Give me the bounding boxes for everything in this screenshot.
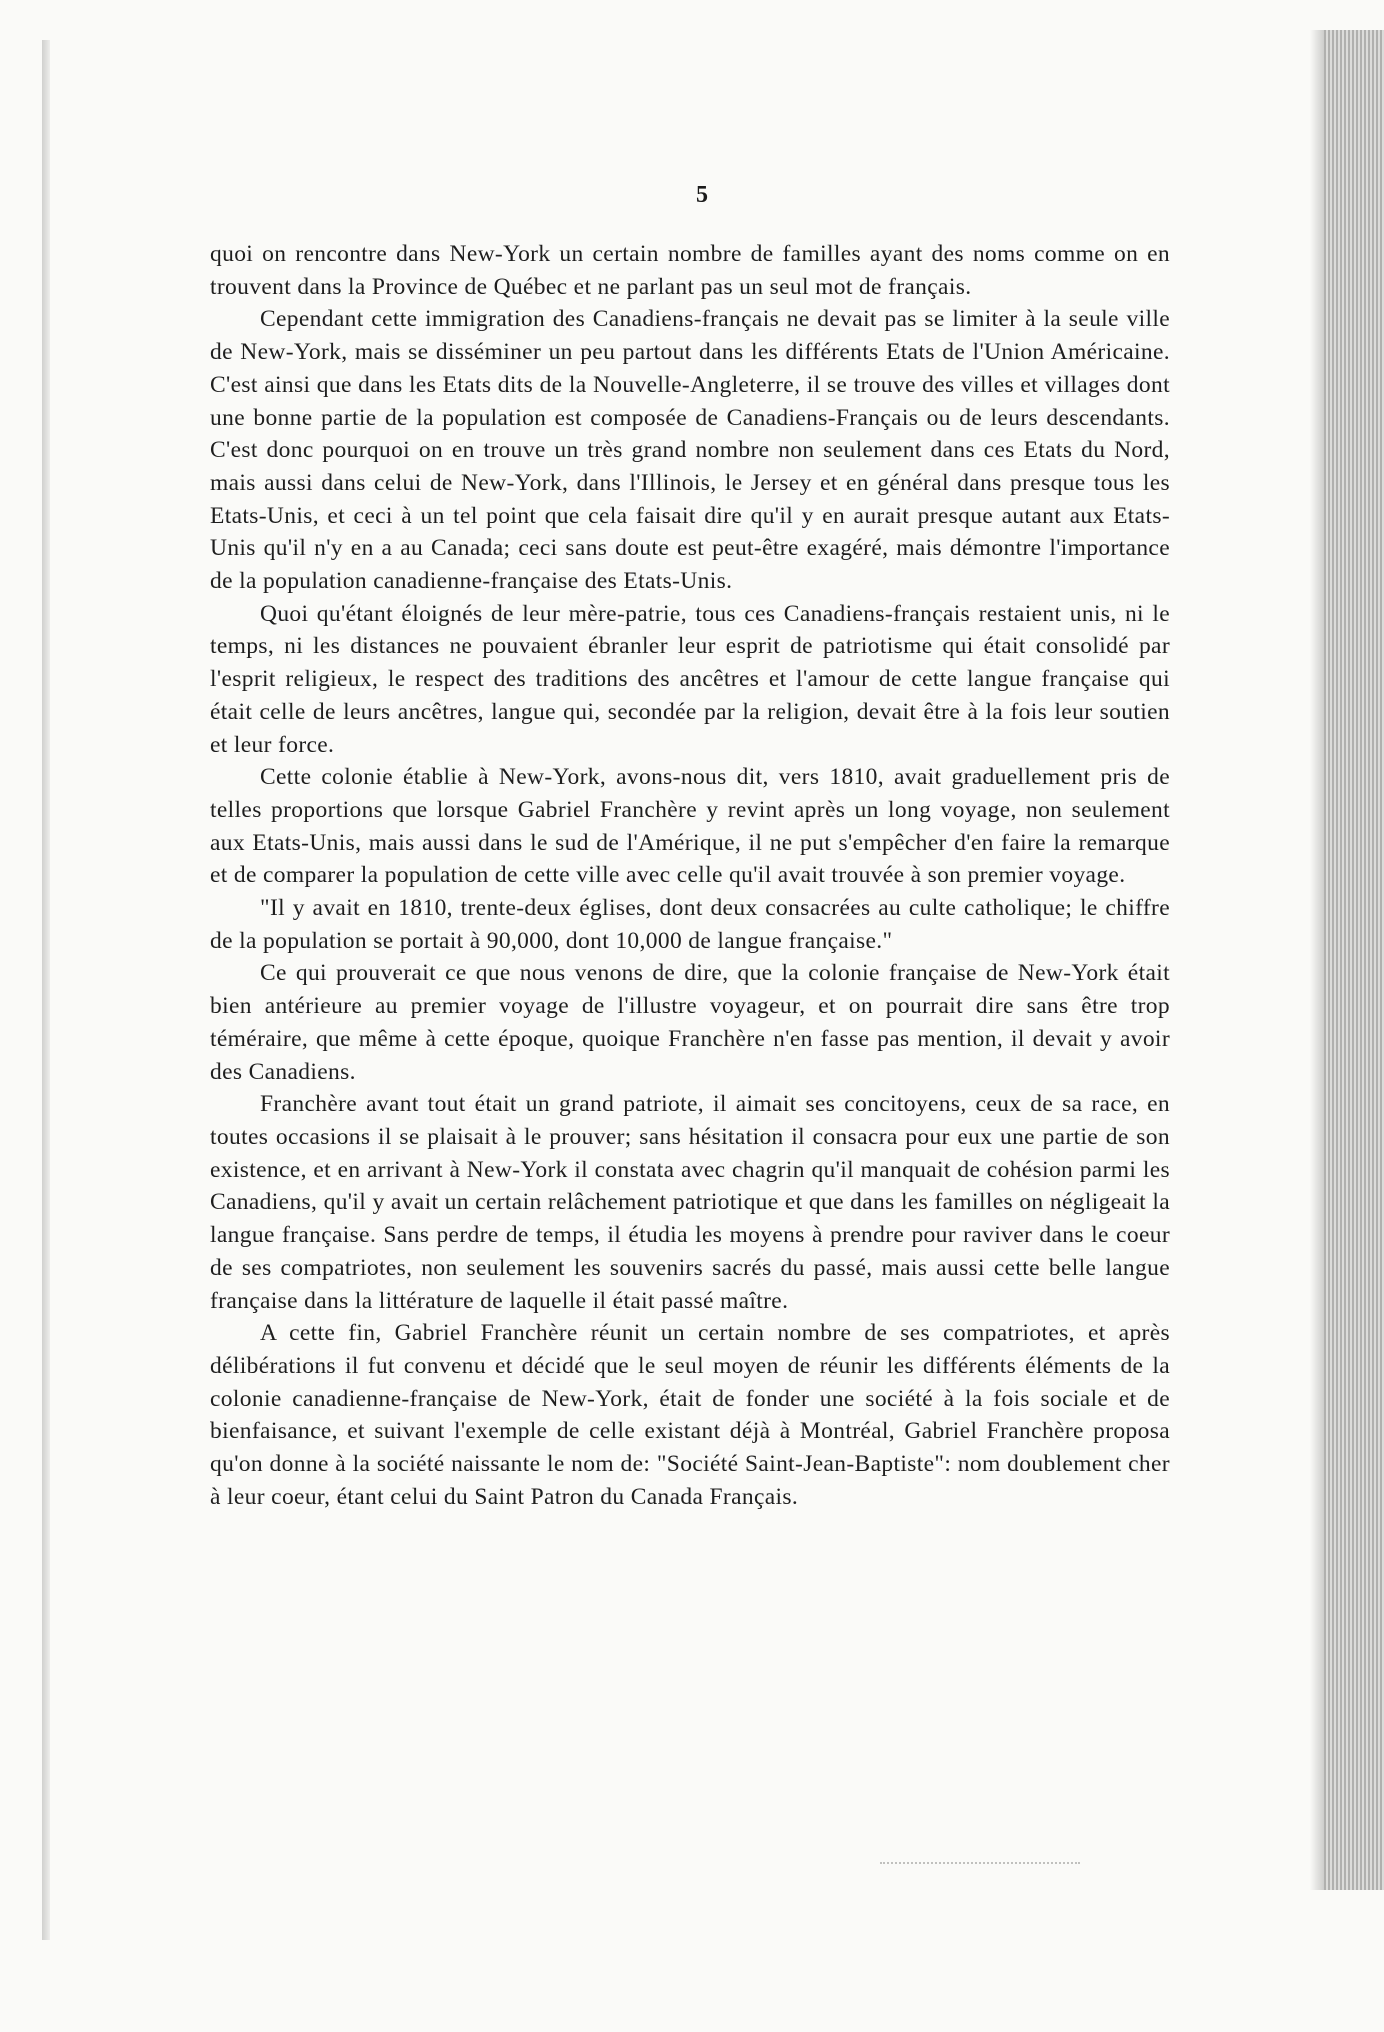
page-edge-shadow (1310, 30, 1324, 1890)
body-text (210, 238, 1170, 1513)
page-stack-edge (1324, 30, 1384, 1890)
paragraph-3: Quoi qu'étant éloignés de leur mère-patrie, tous ces Canadiens-français restaient unis, ni le temps, ni les distances ne pouvaient ébranler leur esprit de patriotisme qui était consolidé par l'esprit religieux, le respect des traditions des ancêtres et l'amour de cette langue française qui était celle de leurs ancêtres, langue qui, secondée par la religion, devait être à la fois leur soutien et leur force. (210, 600, 1170, 758)
paragraph-7: Franchère avant tout était un grand patriote, il aimait ses concitoyens, ceux de sa race, en toutes occasions il se plaisait à le prouver; sans hésitation il consacra pour eux une partie de son existence, et en arrivant à New-York il constata avec chagrin qu'il manquait de cohésion parmi les Canadiens, qu'il y avait un certain relâchement patriotique et que dans les familles on négligeait la langue française. Sans perdre de temps, il étudia les moyens à prendre pour raviver dans le coeur de ses compatriotes, non seulement les souvenirs sacrés du passé, mais aussi cette belle langue française dans la littérature de laquelle il était passé maître. (210, 1091, 1170, 1314)
paragraph-1: quoi on rencontre dans New-York un certain nombre de familles ayant des noms comme on en trouvent dans la Province de Québec et ne parlant pas un seul mot de français. (210, 241, 1170, 300)
binding-edge (42, 40, 50, 1940)
paragraph-6: Ce qui prouverait ce que nous venons de dire, que la colonie française de New-York était bien antérieure au premier voyage de l'illustre voyageur, et on pourrait dire sans être trop téméraire, que même à cette époque, quoique Franchère n'en fasse pas mention, il devait y avoir des Canadiens. (210, 960, 1170, 1085)
paragraph-2: Cependant cette immigration des Canadiens-français ne devait pas se limiter à la seule ville de New-York, mais se disséminer un peu partout dans les différents Etats de l'Union Américaine. C'est ainsi que dans les Etats dits de la Nouvelle-Angleterre, il se trouve des villes et villages dont une bonne partie de la population est composée de Canadiens-Français ou de leurs descendants. C'est donc pourquoi on en trouve un très grand nombre non seulement dans ces Etats du Nord, mais aussi dans celui de New-York, dans l'Illinois, le Jersey et en général dans presque tous les Etats-Unis, et ceci à un tel point que cela faisait dire qu'il y en aurait presque autant aux Etats-Unis qu'il n'y en a au Canada; ceci sans doute est peut-être exagéré, mais démontre l'importance de la population canadienne-française des Etats-Unis. (210, 306, 1170, 595)
scan-artifact-marks (880, 1862, 1080, 1870)
quotation-paragraph: "Il y avait en 1810, trente-deux églises, dont deux consacrées au culte catholique; le chiffre de la population se portait à 90,000, dont 10,000 de langue française." (210, 895, 1170, 954)
page-number: 5 (696, 182, 708, 208)
paragraph-8: A cette fin, Gabriel Franchère réunit un certain nombre de ses compatriotes, et après délibérations il fut convenu et décidé que le seul moyen de réunir les différents éléments de la colonie canadienne-française de New-York, était de fonder une société à la fois sociale et de bienfaisance, et suivant l'exemple de celle existant déjà à Montréal, Gabriel Franchère proposa qu'on donne à la société naissante le nom de: "Société Saint-Jean-Baptiste": nom doublement cher à leur coeur, étant celui du Saint Patron du Canada Français. (210, 1320, 1170, 1510)
paragraph-4: Cette colonie établie à New-York, avons-nous dit, vers 1810, avait graduellement pris de telles proportions que lorsque Gabriel Franchère y revint après un long voyage, non seulement aux Etats-Unis, mais aussi dans le sud de l'Amérique, il ne put s'empêcher d'en faire la remarque et de comparer la population de cette ville avec celle qu'il avait trouvée à son premier voyage. (210, 764, 1170, 889)
